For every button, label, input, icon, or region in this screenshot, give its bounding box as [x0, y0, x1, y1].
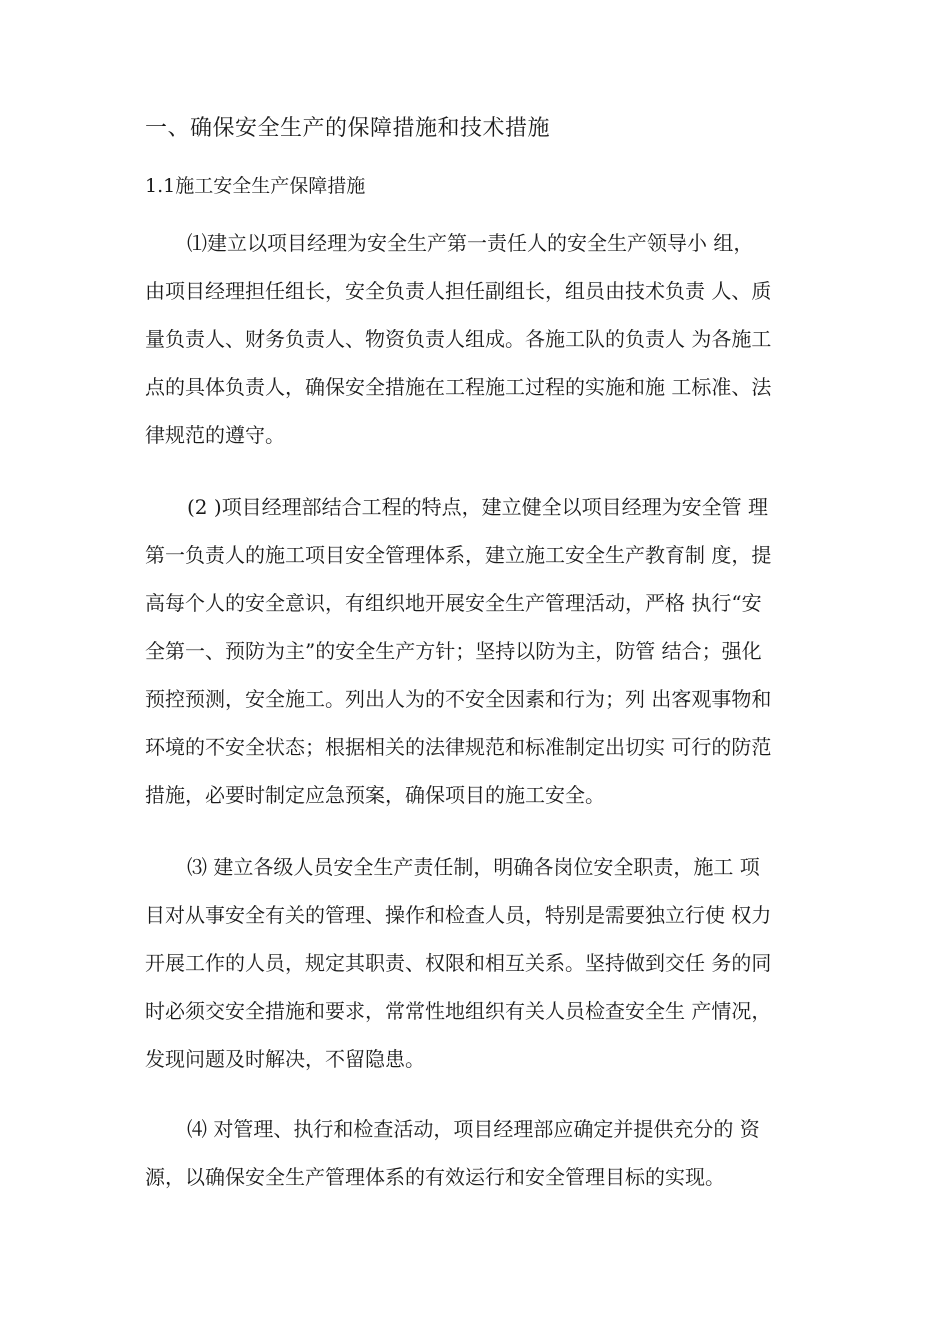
- paragraph-line: 第一负责人的施工项目安全管理体系，建立施工安全生产教育制 度，提: [145, 543, 772, 567]
- paragraph-2: [145, 483, 825, 819]
- paragraph-4: [145, 1105, 825, 1201]
- paragraph-line: 开展工作的人员，规定其职责、权限和相互关系。坚持做到交任 务的同: [145, 951, 772, 975]
- paragraph-line: 发现问题及时解决，不留隐患。: [145, 1047, 425, 1071]
- paragraph-line: 措施，必要时制定应急预案，确保项目的施工安全。: [145, 783, 605, 807]
- paragraph-line: 全第一、预防为主”的安全生产方针；坚持以防为主，防管 结合；强化: [145, 639, 762, 663]
- paragraph-line: 目对从事安全有关的管理、操作和检查人员，特别是需要独立行使 权力: [145, 903, 772, 927]
- paragraph-line: 点的具体负责人，确保安全措施在工程施工过程的实施和施 工标准、法: [145, 375, 772, 399]
- paragraph-line: 量负责人、财务负责人、物资负责人组成。各施工队的负责人 为各施工: [145, 327, 772, 351]
- paragraph-line: 时必须交安全措施和要求，常常性地组织有关人员检查安全生 产情况，: [145, 999, 772, 1023]
- paragraph-line: 高每个人的安全意识，有组织地开展安全生产管理活动，严格 执行“安: [145, 591, 762, 615]
- paragraph-line: ⑶ 建立各级人员安全生产责任制，明确各岗位安全职责，施工 项: [187, 855, 760, 879]
- paragraph-line: (2 )项目经理部结合工程的特点，建立健全以项目经理为安全管 理: [187, 495, 769, 519]
- paragraph-line: ⑷ 对管理、执行和检查活动，项目经理部应确定并提供充分的 资: [187, 1117, 760, 1141]
- paragraph-line: 律规范的遵守。: [145, 423, 285, 447]
- subsection-heading: 1.1施工安全生产保障措施: [145, 175, 366, 197]
- paragraph-line: ⑴建立以项目经理为安全生产第一责任人的安全生产领导小 组，: [187, 231, 754, 255]
- paragraph-line: 源，以确保安全生产管理体系的有效运行和安全管理目标的实现。: [145, 1165, 725, 1189]
- paragraph-3: [145, 843, 825, 1083]
- paragraph-line: 由项目经理担任组长，安全负责人担任副组长，组员由技术负责 人、质: [145, 279, 772, 303]
- paragraph-line: 环境的不安全状态；根据相关的法律规范和标准制定出切实 可行的防范: [145, 735, 772, 759]
- paragraph-1: [145, 219, 825, 459]
- section-heading: 一、确保安全生产的保障措施和技术措施: [145, 116, 551, 141]
- paragraph-line: 预控预测，安全施工。列出人为的不安全因素和行为；列 出客观事物和: [145, 687, 772, 711]
